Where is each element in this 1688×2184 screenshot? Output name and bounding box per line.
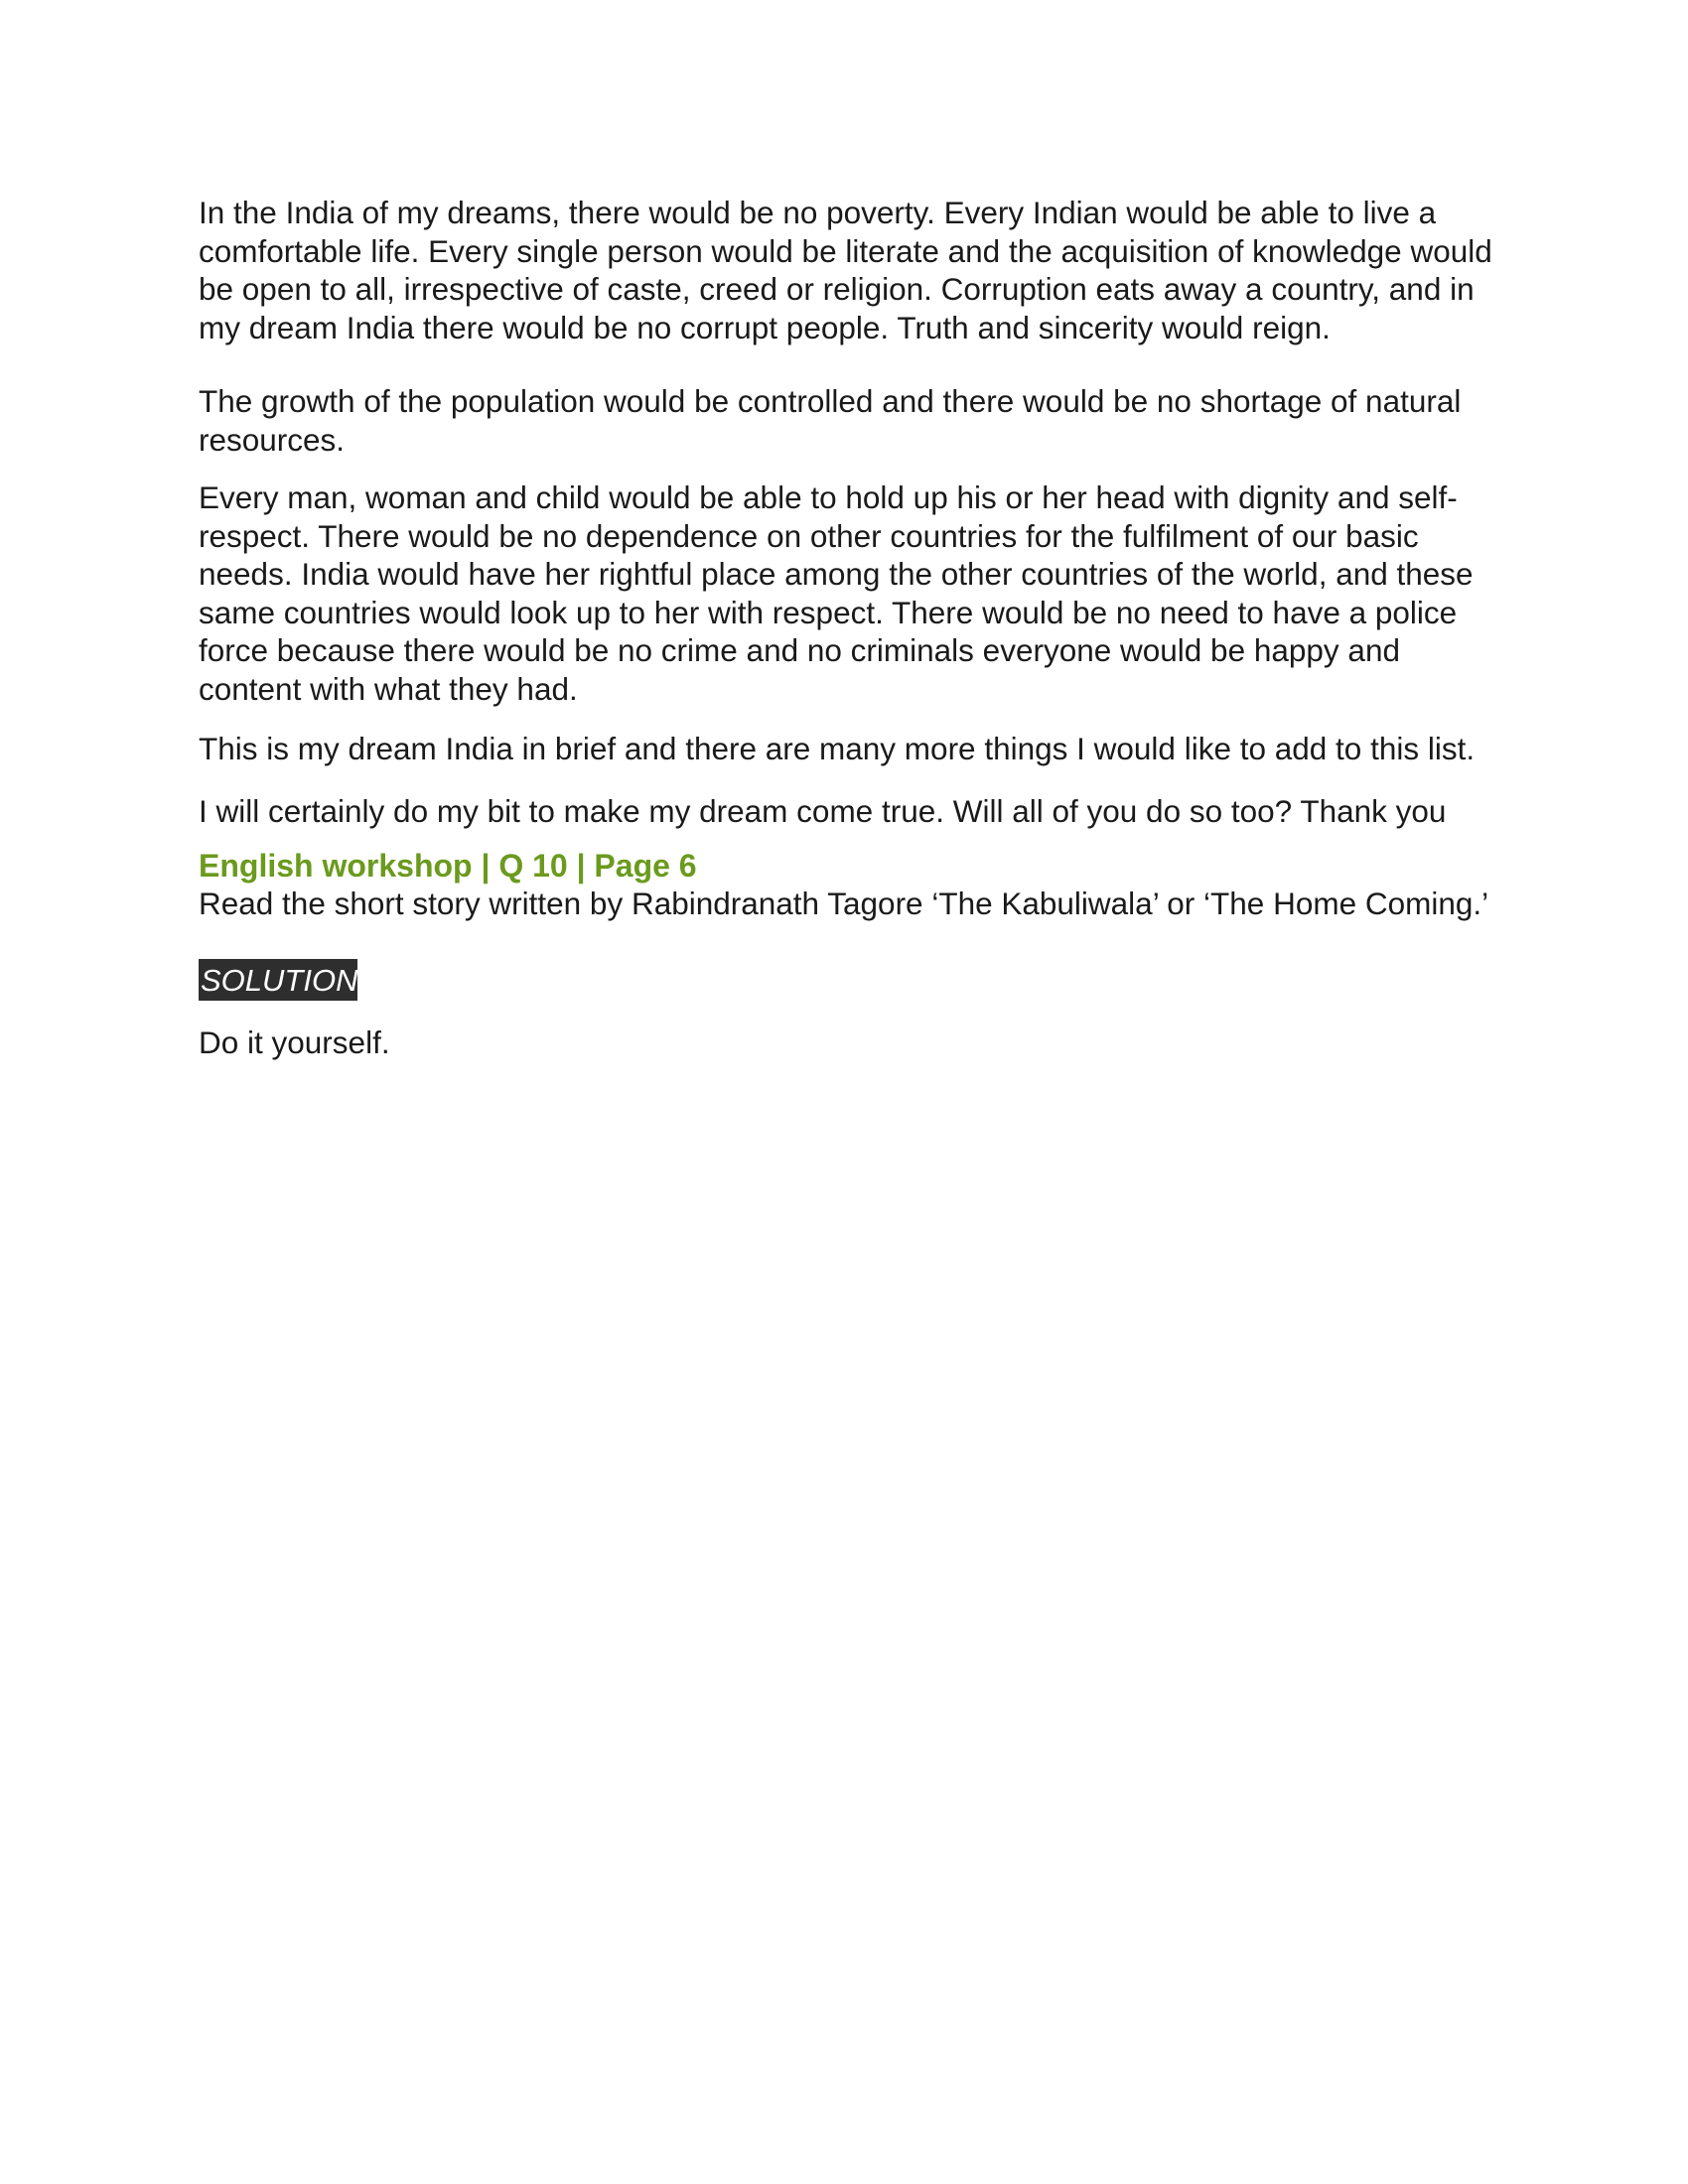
document-page [199,194,1499,1062]
solution-badge: SOLUTION [199,959,357,1001]
solution-answer: Do it yourself. [199,1024,390,1060]
paragraph-poverty: In the India of my dreams, there would be no poverty. Every Indian would be able to live a comfortable life. Every single person would be literate and the acquisition of knowledge would be open to all, irrespective of caste, creed or religion. Corruption eats away a country, and in my dream India there would be no corrupt people. Truth and sincerity would reign. [199,195,1492,345]
solution-section [199,959,1499,1062]
paragraph-summary: This is my dream India in brief and there are many more things I would like to add to this list. [199,731,1476,766]
question-text: Read the short story written by Rabindranath Tagore ‘The Kabuliwala’ or ‘The Home Coming.’ [199,885,1489,921]
paragraph-closing: I will certainly do my bit to make my dream come true. Will all of you do so too? Thank you [199,792,1447,829]
paragraph-population: The growth of the population would be controlled and there would be no shortage of natural resources. [199,383,1462,458]
paragraph-dignity: Every man, woman and child would be able to hold up his or her head with dignity and self-respect. There would be no dependence on other countries for the fulfilment of our basic needs. India would have her rightful place among the other countries of the world, and these same countries would look up to her with respect. There would be no need to have a police force because there would be no crime and no criminals everyone would be happy and content with what they had. [199,479,1474,707]
question-heading: English workshop | Q 10 | Page 6 [199,847,697,884]
